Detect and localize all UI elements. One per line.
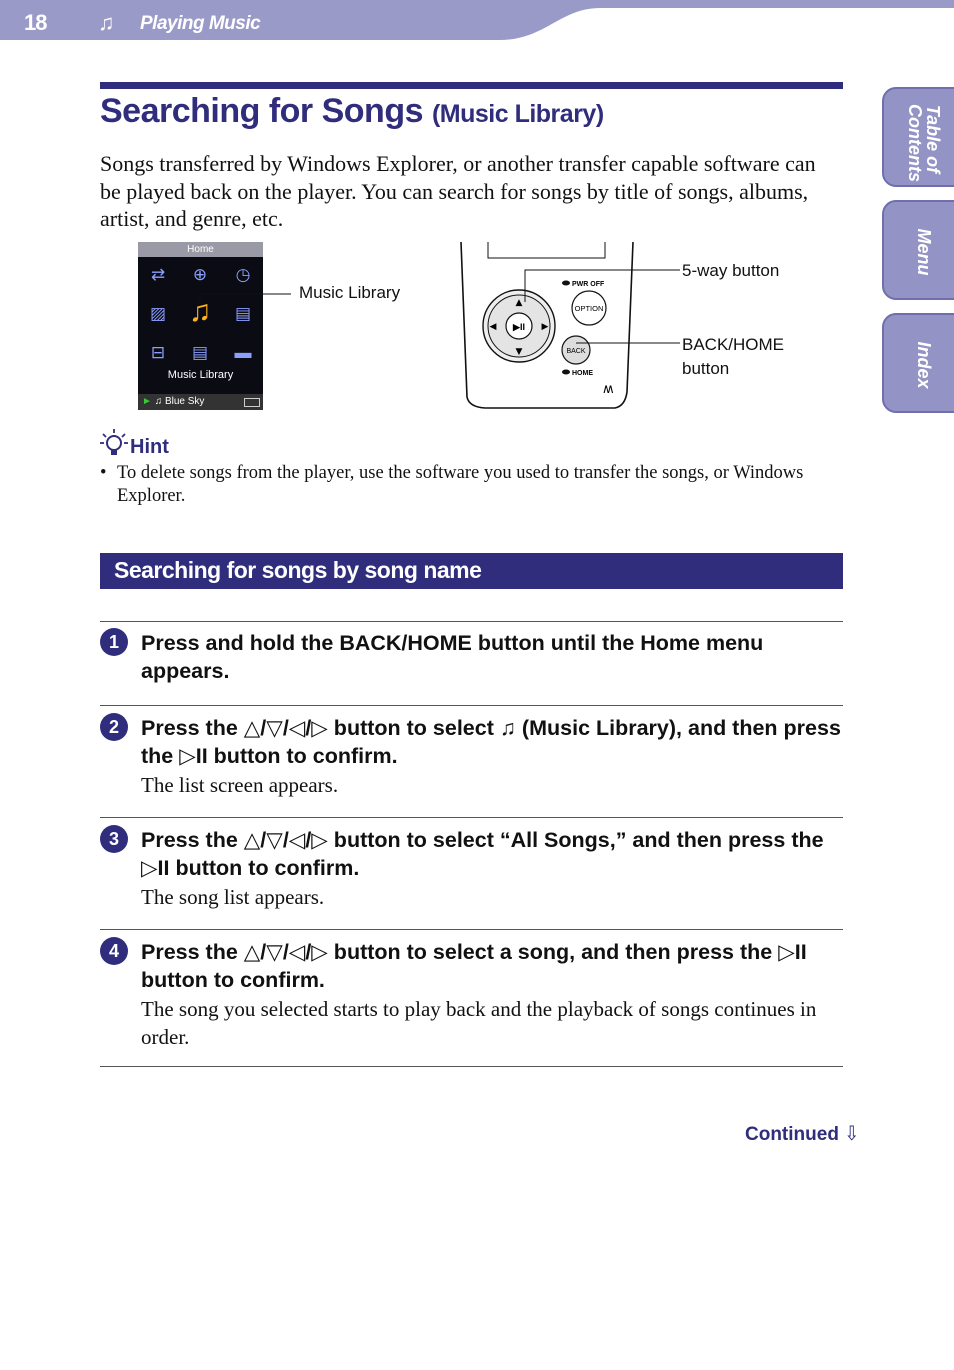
title-sub: (Music Library) (431, 100, 604, 128)
hint-label: Hint (130, 436, 169, 458)
player-screen (138, 242, 263, 410)
header-section-title: Playing Music (140, 13, 261, 34)
tab-table-of-contents[interactable] (882, 87, 954, 187)
bullet-icon: • (100, 463, 107, 483)
intro-paragraph: Songs transferred by Windows Explorer, or another transfer capable software can be played back on the player. You can search for songs by title of songs, albums, artist, and genre, etc. (100, 151, 816, 231)
continued-label: Continued (745, 1124, 839, 1145)
section-header (100, 553, 843, 589)
lightbulb-icon (100, 428, 128, 460)
toolbox-icon: ⊟ (150, 343, 166, 362)
now-playing-bar (138, 394, 263, 410)
tab-index[interactable] (882, 313, 954, 413)
play-pause-label: ▶II (513, 322, 525, 332)
step-divider (100, 929, 843, 930)
option-label: OPTION (574, 304, 604, 313)
page-number: 18 (24, 10, 47, 35)
music-note-icon: ♫ (188, 295, 212, 328)
music-library-leader-line (195, 285, 295, 305)
step-divider (100, 705, 843, 706)
left-arrow-icon: ◀ (489, 322, 497, 332)
search-icon: ⊕ (192, 265, 208, 284)
clock-icon: ◷ (235, 265, 251, 284)
step-heading: Press the △/▽/◁/▷ button to select “All Songs,” and then press the ▷II button to confirm. (141, 828, 824, 880)
step-number: 1 (100, 628, 128, 656)
right-arrow-icon: ▶ (541, 322, 549, 332)
down-arrow-icon: ⇩ (844, 1123, 860, 1145)
step-divider (100, 621, 843, 622)
player-device-illustration (455, 242, 695, 412)
tab-menu[interactable] (882, 200, 954, 300)
callout-back-home: BACK/HOME (682, 335, 785, 354)
step-divider (100, 817, 843, 818)
up-arrow-icon: ▲ (515, 298, 523, 308)
section-title: Searching for songs by song name (114, 557, 482, 583)
tab-label: Table of Contents (905, 104, 943, 182)
step-number: 4 (100, 937, 128, 965)
note-icon: ♫ (154, 396, 163, 407)
walkman-logo-icon: ʍ (603, 382, 614, 397)
continued-link[interactable] (745, 1121, 859, 1146)
tab-label: Menu (914, 228, 934, 276)
document-icon: ▤ (191, 343, 209, 362)
screen-top-bar: Home (138, 242, 263, 257)
page-header (0, 0, 954, 40)
folder-icon: ▬ (234, 343, 252, 362)
video-icon: ▤ (234, 304, 252, 323)
callout-music-library: Music Library (299, 283, 401, 302)
screen-selected-label: Music Library (167, 369, 234, 381)
callout-back-home-button: button (682, 359, 730, 378)
pwr-off-label: PWR OFF (572, 281, 605, 288)
home-label: HOME (572, 370, 593, 377)
page-title (100, 92, 604, 131)
tab-label: Index (914, 341, 934, 389)
shuffle-icon: ⇄ (150, 265, 166, 284)
play-icon: ► (142, 396, 152, 407)
hint-text: To delete songs from the player, use the software you used to transfer the songs, or Windows Explorer. (117, 463, 804, 506)
step-divider (100, 1066, 843, 1067)
music-note-icon: ♫ (98, 10, 115, 35)
step-heading: Press the △/▽/◁/▷ button to select a song, and then press the ▷II button to confirm. (141, 940, 807, 992)
step-body: The song you selected starts to play back and the playback of songs continues in order. (141, 997, 817, 1049)
title-rule (100, 82, 843, 89)
step-heading: Press and hold the BACK/HOME button until the Home menu appears. (141, 631, 764, 683)
step-heading: Press the △/▽/◁/▷ button to select ♫ (Music Library), and then press the ▷II button to confirm. (141, 716, 841, 768)
callout-five-way-button: 5-way button (682, 261, 780, 280)
title-main: Searching for Songs (100, 92, 423, 130)
step-number: 3 (100, 825, 128, 853)
down-arrow-icon: ▼ (515, 347, 523, 357)
hint-bullet (100, 462, 820, 508)
back-label: BACK (566, 348, 586, 355)
step-body: The list screen appears. (141, 773, 339, 797)
now-playing-title: Blue Sky (164, 396, 205, 407)
battery-icon (244, 398, 260, 407)
step-body: The song list appears. (141, 885, 325, 909)
photo-icon: ▨ (149, 304, 167, 323)
step-number: 2 (100, 713, 128, 741)
